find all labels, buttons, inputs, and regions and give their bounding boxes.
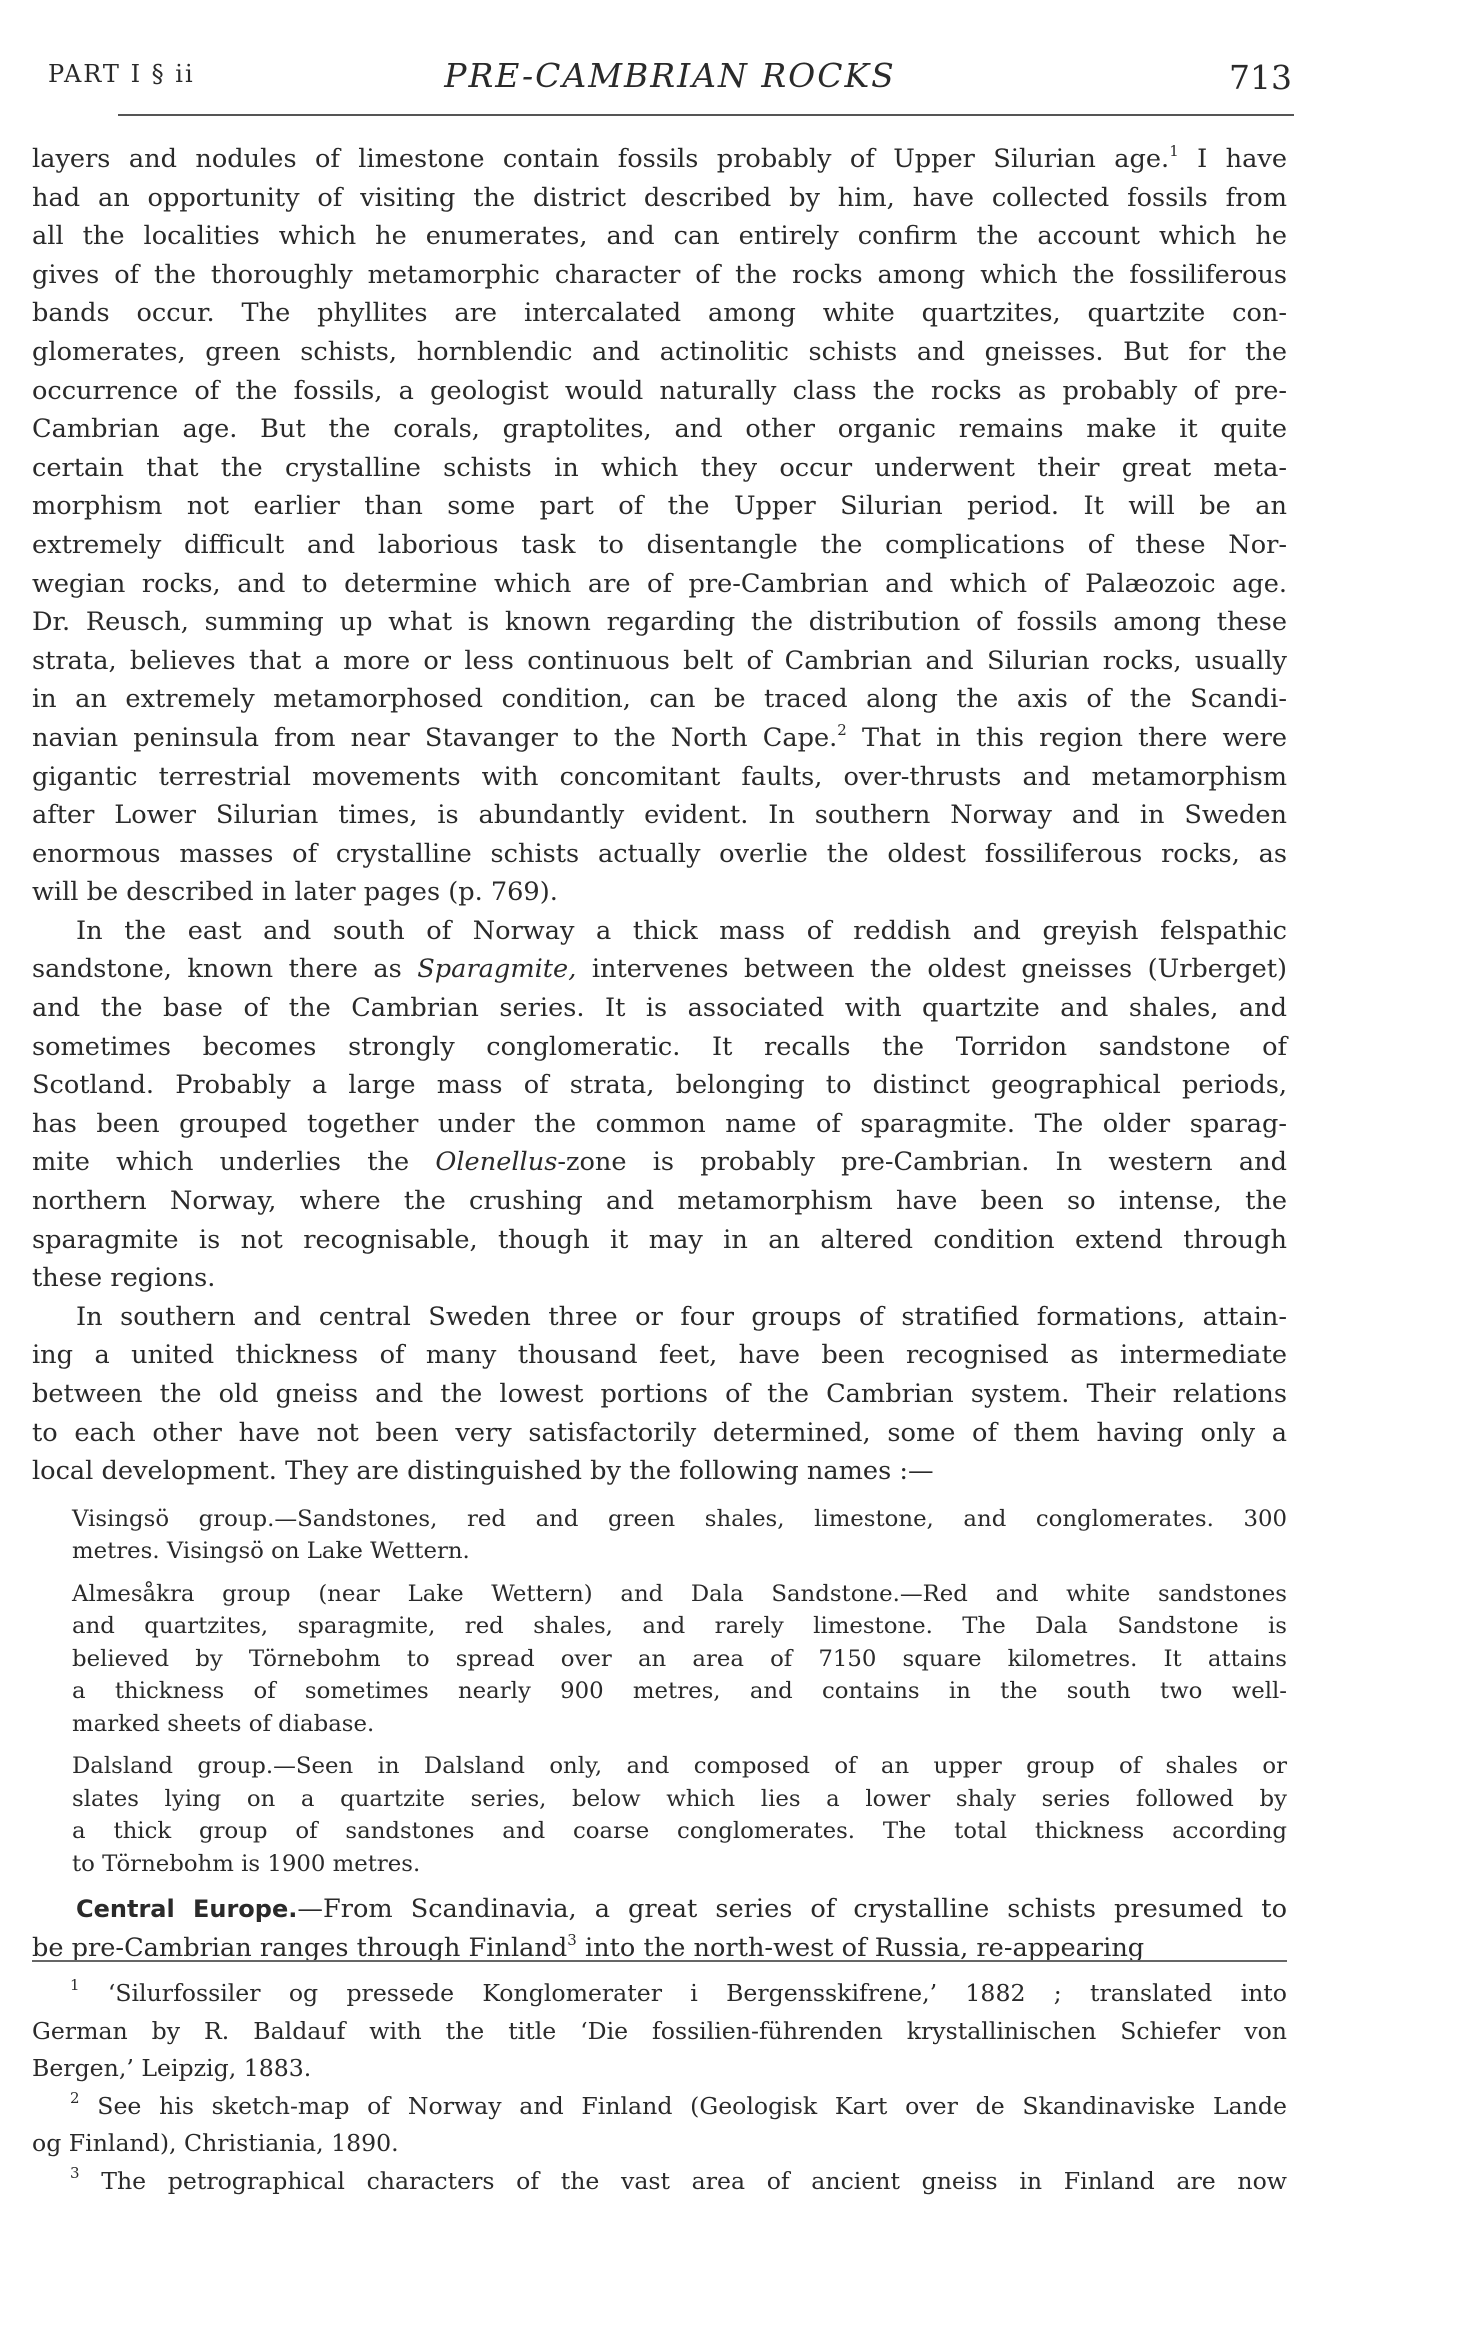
- text-line: will be described in later pages (p. 769).: [32, 877, 558, 908]
- text-line: slates lying on a quartzite series, below which lies a lower shaly series followed by: [72, 1785, 1287, 1812]
- footnote-ref-3[interactable]: 3: [567, 1930, 577, 1949]
- footnote-ref-1[interactable]: 1: [1169, 142, 1179, 160]
- text-line: morphism not earlier than some part of the Upper Silurian period. It will be an: [32, 491, 1287, 522]
- text-line: northern Norway, where the crushing and metamorphism have been so intense, the: [32, 1186, 1287, 1217]
- text-line: glomerates, green schists, hornblendic and actinolitic schists and gneisses. But for the: [32, 336, 1287, 367]
- text-line: $^2$ See his sketch-map of Norway and Finland (Geologisk Kart over de Skandinaviske Lande: [70, 2088, 1287, 2120]
- text-line: navian peninsula from near Stavanger to the North Cape.$^2$ That in this region there were: [32, 720, 1287, 753]
- text-line: had an opportunity of visiting the district described by him, have collected fossils from: [32, 182, 1287, 213]
- text-line: Dr. Reusch, summing up what is known regarding the distribution of fossils among these: [32, 607, 1287, 638]
- text-line: German by R. Baldauf with the title ‘Die fossilien-führenden krystallinischen Schiefer von: [32, 2016, 1287, 2045]
- text-line: $^1$ ‘Silurfossiler og pressede Konglomerater i Bergensskifrene,’ 1882 ; translated into: [70, 1976, 1287, 2007]
- text-line: sandstone, known there as Sparagmite, intervenes between the oldest gneisses (Urberget): [32, 954, 1287, 985]
- page-number: 713: [1229, 58, 1292, 97]
- text-line: to Törnebohm is 1900 metres.: [72, 1850, 421, 1877]
- footnote-2: [32, 2088, 1287, 2163]
- text-line: strata, believes that a more or less continuous belt of Cambrian and Silurian rocks, usually: [32, 645, 1287, 676]
- list-item-visingso: [32, 1503, 1287, 1568]
- text-line: mite which underlies the Olenellus-zone is probably pre-Cambrian. In western and: [32, 1147, 1287, 1178]
- text-line: and quartzites, sparagmite, red shales, and rarely limestone. The Dala Sandstone is: [72, 1613, 1287, 1640]
- term-olenellus: Olenellus: [435, 1147, 558, 1178]
- footnote-marker: 3: [70, 2163, 80, 2182]
- text-line: metres. Visingsö on Lake Wettern.: [72, 1538, 470, 1565]
- header-rule: [118, 114, 1294, 116]
- text-line: sparagmite is not recognisable, though it may in an altered condition extend through: [32, 1224, 1287, 1255]
- list-item-dalsland: [32, 1750, 1287, 1880]
- main-text: [32, 140, 1287, 1967]
- text-line: In the east and south of Norway a thick mass of reddish and greyish felspathic: [76, 915, 1287, 946]
- paragraph-norway-fossils: [32, 140, 1287, 912]
- paragraph-sweden: [32, 1298, 1287, 1491]
- text-line: ing a united thickness of many thousand feet, have been recognised as intermediate: [32, 1340, 1287, 1371]
- text-line: Central Europe.—From Scandinavia, a great series of crystalline schists presumed to: [76, 1894, 1287, 1925]
- text-line: certain that the crystalline schists in which they occur underwent their great meta-: [32, 452, 1287, 483]
- list-item-almesakra: [32, 1578, 1287, 1741]
- text-line: after Lower Silurian times, is abundantly evident. In southern Norway and in Sweden: [32, 800, 1287, 831]
- text-line: Scotland. Probably a large mass of strata, belonging to distinct geographical periods,: [32, 1070, 1287, 1101]
- paragraph-sparagmite: [32, 912, 1287, 1298]
- text-line: local development. They are distinguished by the following names :—: [32, 1456, 934, 1487]
- text-line: a thickness of sometimes nearly 900 metres, and contains in the south two well-: [72, 1678, 1287, 1705]
- text-line: has been grouped together under the common name of sparagmite. The older sparag-: [32, 1108, 1287, 1139]
- text-line: Almesåkra group (near Lake Wettern) and Dala Sandstone.—Red and white sandstones: [72, 1580, 1287, 1607]
- running-header: [48, 56, 1292, 106]
- text-line: og Finland), Christiania, 1890.: [32, 2129, 399, 2157]
- text-line: wegian rocks, and to determine which are of pre-Cambrian and which of Palæozoic age.: [32, 568, 1287, 599]
- text-line: extremely difficult and laborious task to disentangle the complications of these Nor-: [32, 529, 1287, 560]
- text-line: all the localities which he enumerates, and can entirely confirm the account which he: [32, 221, 1287, 252]
- text-line: enormous masses of crystalline schists actually overlie the oldest fossiliferous rocks, as: [32, 838, 1287, 869]
- text-line: a thick group of sandstones and coarse conglomerates. The total thickness according: [72, 1818, 1287, 1845]
- paragraph-central-europe: [32, 1890, 1287, 1967]
- text-line: occurrence of the fossils, a geologist would naturally class the rocks as probably of pre-: [32, 375, 1287, 406]
- part-section-label: PART I § ii: [48, 60, 195, 88]
- text-line: In southern and central Sweden three or four groups of stratified formations, attain-: [76, 1301, 1287, 1332]
- text-line: layers and nodules of limestone contain fossils probably of Upper Silurian age.$^1$ I have: [32, 142, 1287, 174]
- text-line: to each other have not been very satisfactorily determined, some of them having only a: [32, 1417, 1287, 1448]
- footnote-1: [32, 1975, 1287, 2088]
- footnote-rule: [32, 1960, 1287, 1962]
- term-sparagmite: Sparagmite,: [417, 954, 577, 985]
- text-line: and the base of the Cambrian series. It is associated with quartzite and shales, and: [32, 993, 1287, 1024]
- footnote-3: [32, 2163, 1287, 2201]
- text-line: these regions.: [32, 1263, 216, 1294]
- running-title: PRE-CAMBRIAN ROCKS: [444, 56, 896, 95]
- text-line: Bergen,’ Leipzig, 1883.: [32, 2054, 312, 2082]
- footnote-marker: 1: [70, 1976, 80, 1994]
- formation-list: [32, 1503, 1287, 1881]
- text-line: Cambrian age. But the corals, graptolites, and other organic remains make it quite: [32, 414, 1287, 445]
- text-line: sometimes becomes strongly conglomeratic. It recalls the Torridon sandstone of: [32, 1031, 1287, 1062]
- text-line: marked sheets of diabase.: [72, 1710, 375, 1737]
- text-line: gigantic terrestrial movements with concomitant faults, over-thrusts and metamorphism: [32, 761, 1287, 792]
- section-heading-central-europe: Central Europe.: [76, 1895, 298, 1924]
- text-line: between the old gneiss and the lowest portions of the Cambrian system. Their relations: [32, 1379, 1287, 1409]
- text-line: Dalsland group.—Seen in Dalsland only, and composed of an upper group of shales or: [72, 1753, 1287, 1780]
- text-line: Visingsö group.—Sandstones, red and green shales, limestone, and conglomerates. 300: [72, 1505, 1287, 1532]
- text-line: gives of the thoroughly metamorphic character of the rocks among which the fossiliferous: [32, 259, 1287, 290]
- text-line: bands occur. The phyllites are intercalated among white quartzites, quartzite con-: [32, 298, 1287, 329]
- footnotes: [32, 1975, 1287, 2200]
- text-line: be pre-Cambrian ranges through Finland$^3$ into the north-west of Russia, re-appearing: [32, 1930, 1145, 1963]
- footnote-ref-2[interactable]: 2: [837, 720, 847, 739]
- text-line: in an extremely metamorphosed condition, can be traced along the axis of the Scandi-: [32, 684, 1287, 715]
- text-line: $^3$ The petrographical characters of the vast area of ancient gneiss in Finland are now: [70, 2163, 1287, 2195]
- text-line: believed by Törnebohm to spread over an area of 7150 square kilometres. It attains: [72, 1645, 1287, 1672]
- footnote-marker: 2: [70, 2088, 80, 2107]
